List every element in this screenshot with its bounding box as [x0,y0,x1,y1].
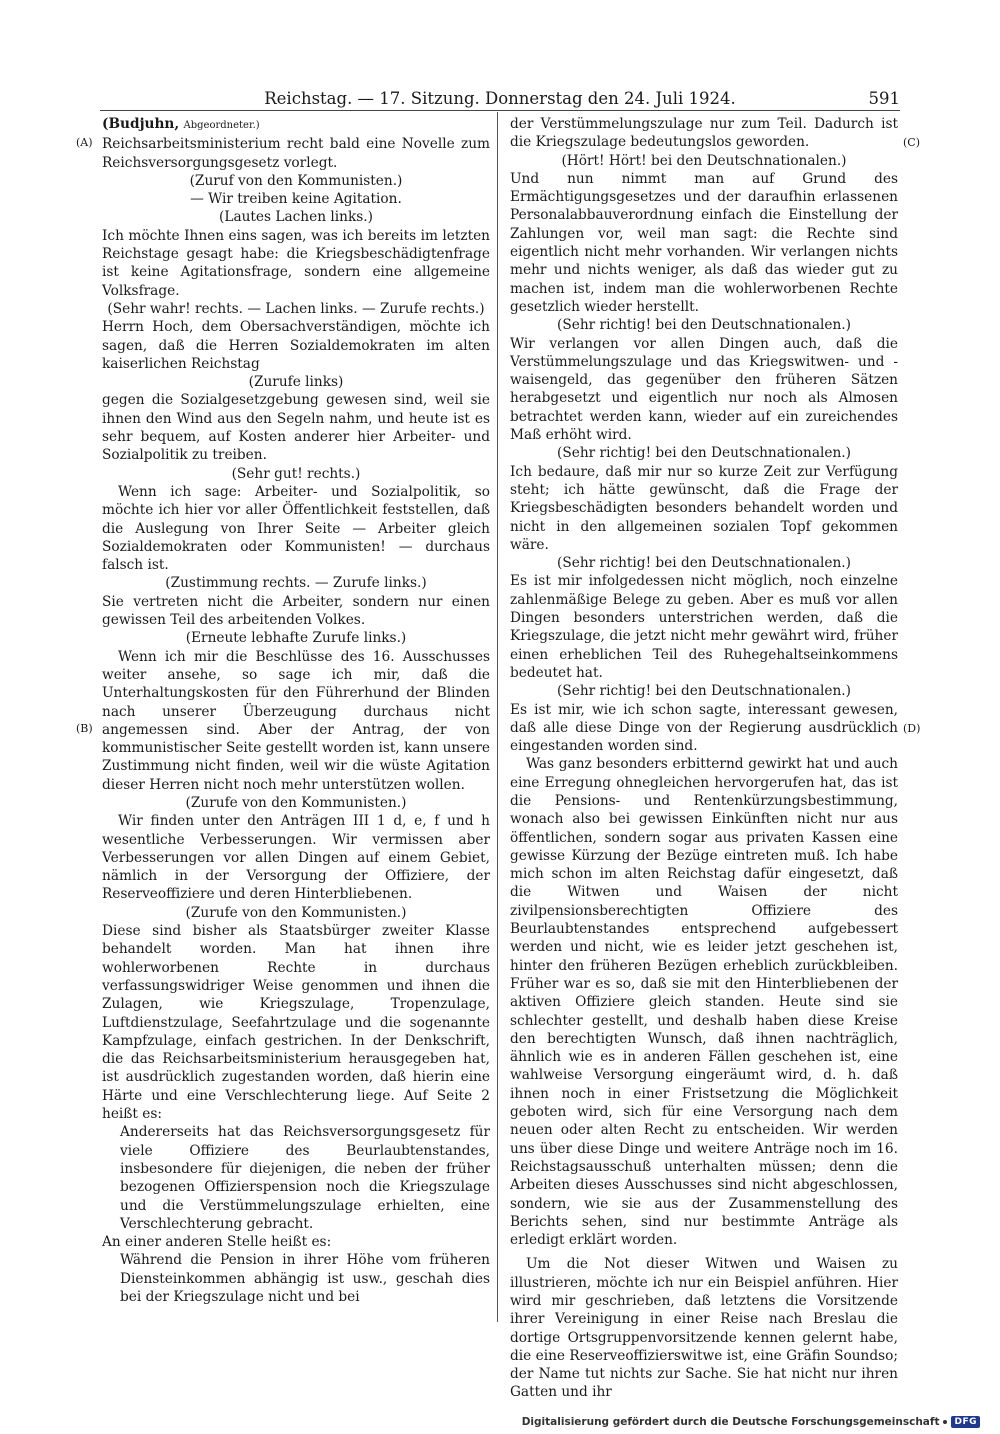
interjection: (Zurufe links) [248,374,344,391]
paragraph: An einer anderen Stelle heißt es: [102,1234,332,1251]
interjection: — Wir treiben keine Agitation. [190,191,402,208]
paragraph: Es ist mir infolgedessen nicht möglich, noch einzelne zahlenmäßige Belege zu geben. Aber es muß vor allen Dingen besonders unterstrichen werden, daß die Kriegszulage, die jetzt nicht mehr gewährt wird, früher einen erheblichen Teil des Ruhegehaltseinkommens bedeutet hat. [510,573,898,681]
margin-mark-c: (C) [903,136,920,149]
paragraph: Ich bedaure, daß mir nur so kurze Zeit zur Verfügung steht; ich hätte gewünscht, daß die Frage der Kriegsbeschädigten besonders behandelt worden und nicht in den allgemeinen sozialen Topf gekommen wäre. [510,463,898,553]
left-column [102,115,490,1306]
interjection: (Sehr wahr! rechts. — Lachen links. — Zurufe rechts.) [107,300,485,317]
paragraph: Wenn ich mir die Beschlüsse des 16. Ausschusses weiter ansehe, so sage ich mir, daß die Unterhaltungskosten für den Führerhund der Blinden nach unserer Überzeugung durchaus nicht angemessen sind. Aber der Antrag, der von kommunistischer Seite gestellt worden ist, kann unsere Zustimmung nicht finden, weil wir die wüste Agitation dieser Herren nicht noch mehr unterstützen wollen. [102,648,490,793]
margin-mark-a: (A) [76,136,93,149]
interjection: (Erneute lebhafte Zurufe links.) [185,630,407,647]
paragraph: gegen die Sozialgesetzgebung gewesen sind, weil sie ihnen den Wind aus den Segeln nahm, und heute ist es sehr bequem, auf Kosten anderer hier Arbeiter- und Sozialpolitik zu treiben. [102,392,490,464]
speaker-role: Abgeordneter.) [183,120,260,131]
margin-mark-b: (B) [76,722,93,735]
paragraph: Um die Not dieser Witwen und Waisen zu illustrieren, möchte ich nur ein Beispiel anführen. Hier wird mir geschrieben, daß letztens die Vorsitzende ihrer Vereinigung in einer Reise nach Breslau die dortige Ortsgruppenvorsitzende kennen gelernt habe, die eine Reserveoffizierswitwe ist, eine Gräfin Soundso; der Name tut nichts zur Sache. Sie hat nicht nur ihren Gatten und ihr [510,1256,898,1401]
paragraph: Was ganz besonders erbitternd gewirkt hat und auch eine Erregung ohnegleichen hervorgerufen hat, das ist die Pensions- und Rentenkürzungsbestimmung, wonach also bei gewissen Einkünften nicht nur aus öffentlichen, sondern sogar aus privaten Kassen eine gewisse Kürzung der Bezüge eintreten muß. Ich habe mich schon im alten Reichstag dafür eingesetzt, daß die Witwen und Waisen der nicht zivilpensionsberechtigten Offiziere des Beurlaubtenstandes entsprechend aufgebessert werden und nicht, wie es leider jetzt geschehen ist, hinter den früheren Bezügen erheblich zurückbleiben. Früher war es so, daß sie mit den Hinterbliebenen der aktiven Offiziere gleich standen. Heute sind sie schlechter gestellt, und deshalb haben diese Kreise den berechtigten Wunsch, daß ihnen nachträglich, ähnlich wie es in anderen Fällen geschehen ist, eine wahlweise Versorgung eingeräumt wird, d. h. daß ihnen noch in einer Fristsetzung die Möglichkeit geboten wird, sich für eine Versorgung nach dem neuen oder alten Recht zu entscheiden. Wir werden uns über diese Dinge und weitere Anträge noch im 16. Reichstagsausschuß unterhalten müssen; denn die Arbeiten dieses Ausschusses sind nicht abgeschlossen, sondern, wie sie aus der Zusammenstellung des Berichts sehen, sind nur bestimmte Anträge als erledigt erklärt worden. [510,756,898,1249]
interjection: (Lautes Lachen links.) [219,209,373,226]
paragraph: Wir finden unter den Anträgen III 1 d, e, f und h wesentliche Verbesserungen. Wir vermissen aber Verbesserungen vor allen Dingen auf einem Gebiet, nämlich in der Versorgung der Offiziere, der Reserveoffiziere und deren Hinterbliebenen. [102,813,490,903]
footer-credit [522,1416,980,1428]
paragraph: Ich möchte Ihnen eins sagen, was ich bereits im letzten Reichstage gesagt habe: die Kriegsbeschädigtenfrage ist keine Agitationsfrage, sondern eine allgemeine Volksfrage. [102,227,490,299]
right-column [510,115,898,1402]
interjection: (Sehr richtig! bei den Deutschnationalen.) [557,683,851,700]
bullet-icon [943,1420,947,1424]
paragraph: Herrn Hoch, dem Obersachverständigen, möchte ich sagen, daß die Herren Sozialdemokraten im alten kaiserlichen Reichstag [102,319,490,372]
paragraph: Es ist mir, wie ich schon sagte, interessant gewesen, daß alle diese Dinge von der Regierung ausdrücklich eingestanden worden sind. [510,701,898,755]
interjection: (Sehr richtig! bei den Deutschnationalen.) [557,317,851,334]
right-column-body [510,115,898,1402]
interjection: (Hört! Hört! bei den Deutschnationalen.) [561,152,847,169]
paragraph: Reichsarbeitsministerium recht bald eine Novelle zum Reichsversorgungsgesetz vorlegt. [102,136,490,171]
paragraph: Wenn ich sage: Arbeiter- und Sozialpolitik, so möchte ich hier vor aller Öffentlichkeit feststellen, daß die Auslegung von Ihrer Seite — Arbeiter gleich Sozialdemokraten oder Kommunisten! — durchaus falsch ist. [102,483,490,574]
interjection: (Sehr richtig! bei den Deutschnationalen.) [557,555,851,572]
page-number: 591 [868,89,900,108]
paragraph: Diese sind bisher als Staatsbürger zweiter Klasse behandelt worden. Man hat ihnen ihre wohlerworbenen Rechte in durchaus verfassungswidriger Weise genommen und ihnen die Zulagen, wie Kriegszulage, Tropenzulage, Luftdienstzulage, Seefahrtzulage und die sogenannte Kampfzulage, einfach gestrichen. In der Denkschrift, die das Reichsarbeitsministerium herausgegeben hat, ist ausdrücklich zugestanden worden, daß hierin eine Härte und eine Verschlechterung liege. Auf Seite 2 heißt es: [102,923,490,1123]
speaker-name: (Budjuhn, [102,116,180,132]
page-header [100,88,900,110]
interjection: (Sehr richtig! bei den Deutschnationalen.) [557,445,851,462]
paragraph: Wir verlangen vor allen Dingen auch, daß die Verstümmelungszulage und das Kriegswitwen- und -waisengeld, das gegenüber den früheren Sätzen herabgesetzt und eigentlich nur noch als Almosen betrachtet werden kann, wieder auf ein zureichendes Maß erhöht wird. [510,335,898,444]
footer-text: Digitalisierung gefördert durch die Deutsche Forschungsgemeinschaft [521,1416,940,1428]
speaker-line [102,115,490,135]
quotation: Andererseits hat das Reichsversorgungsgesetz für viele Offiziere des Beurlaubtenstandes, insbesondere für diejenigen, die neben der früher bezogenen Offizierspension noch die Kriegszulage und die Verstümmelungszulage erhielten, eine Verschlechterung gebracht. [120,1124,490,1232]
paragraph: der Verstümmelungszulage nur zum Teil. Dadurch ist die Kriegszulage bedeutungslos geworden. [510,116,898,151]
margin-mark-d: (D) [903,722,921,735]
column-divider [497,112,498,1322]
interjection: (Zurufe von den Kommunisten.) [185,904,407,921]
quotation: Während die Pension in ihrer Höhe vom früheren Diensteinkommen abhängig ist usw., geschah dies bei der Kriegszulage nicht und bei [120,1252,490,1305]
interjection: (Zuruf von den Kommunisten.) [189,172,403,189]
dfg-logo-icon: DFG [951,1416,980,1428]
left-column-body [102,135,490,1306]
header-title: Reichstag. — 17. Sitzung. Donnerstag den 24. Juli 1924. [264,89,736,108]
interjection: (Zustimmung rechts. — Zurufe links.) [165,575,427,592]
paragraph: Und nun nimmt man auf Grund des Ermächtigungsgesetzes und der daraufhin erlassenen Personalabbauverordnung einfach die Einstellung der Zahlungen vor, weil man sagt: die Rechte sind eigentlich nicht mehr vorhanden. Wir verlangen nichts mehr und nichts weniger, als daß das wieder gut zu machen ist, indem man die wohlerworbenen Rechte gesetzlich wieder herstellt. [510,170,898,315]
header-rule [100,110,900,111]
interjection: (Zurufe von den Kommunisten.) [185,794,407,811]
interjection: (Sehr gut! rechts.) [231,465,361,482]
paragraph: Sie vertreten nicht die Arbeiter, sondern nur einen gewissen Teil des arbeitenden Volkes. [102,593,490,629]
